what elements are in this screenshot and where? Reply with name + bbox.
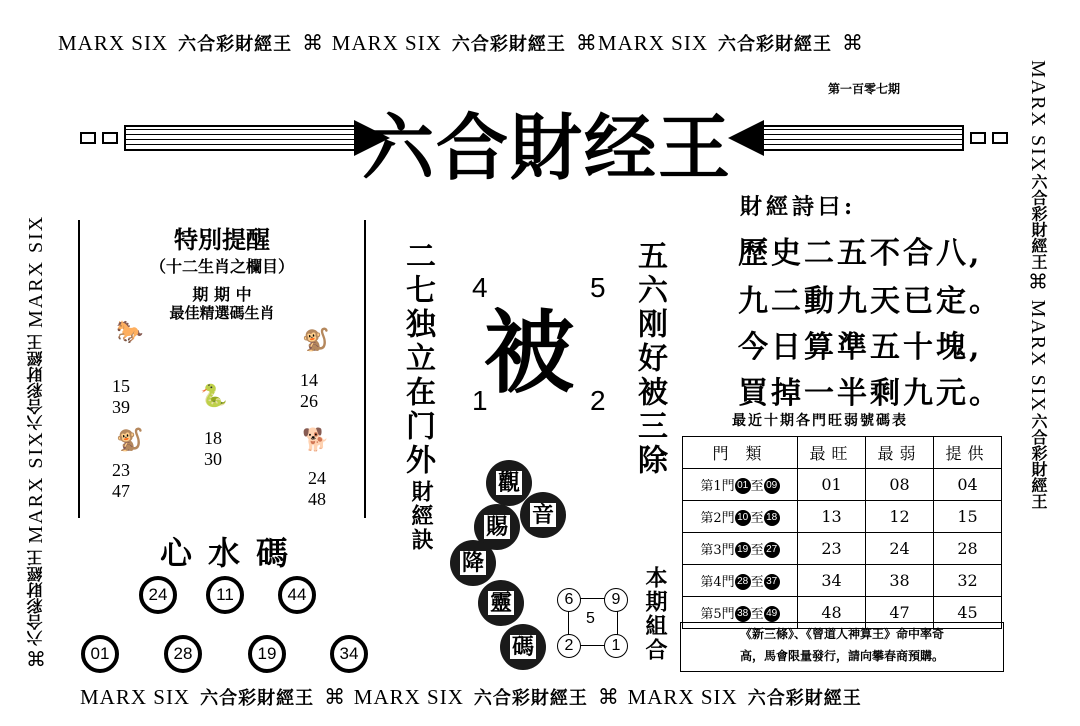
bead xyxy=(520,492,566,538)
bead-char: 降 xyxy=(461,550,484,576)
cell-min: 12 xyxy=(866,501,934,533)
gate-name: 第5門 xyxy=(700,606,735,622)
table-row xyxy=(683,501,1002,533)
bead-char: 音 xyxy=(531,502,554,528)
brand-en: MARX SIX xyxy=(627,685,738,709)
left-arrow-icon xyxy=(80,120,390,156)
lucky-number-ball: 28 xyxy=(164,635,202,673)
dog-icon: 🐕 xyxy=(302,428,330,453)
poem-heading: 財經詩曰: xyxy=(740,194,857,220)
column-header: 提供 xyxy=(934,437,1002,469)
brand-cn: 六合彩財經王 xyxy=(451,34,566,55)
gate-name: 第4門 xyxy=(700,574,735,590)
table-header-row xyxy=(683,437,1002,469)
knot-icon: ⌘ xyxy=(1026,269,1050,294)
table-row xyxy=(683,533,1002,565)
main-title: 六合財经王 xyxy=(362,106,733,190)
zodiac-number: 15 xyxy=(112,376,130,396)
brand-cn: 六合彩財經王 xyxy=(26,550,45,646)
cell-max: 13 xyxy=(798,501,866,533)
zodiac-number: 18 xyxy=(204,428,222,448)
riddle-big-char: 被 xyxy=(484,300,574,406)
brand-cn: 六合彩財經王 xyxy=(26,334,45,431)
to-word: 至 xyxy=(750,574,764,590)
zodiac-number: 39 xyxy=(112,397,130,417)
brand-en: MARX SIX xyxy=(331,31,442,55)
combo-number: 1 xyxy=(604,634,628,658)
lucky-number-ball: 44 xyxy=(278,576,316,614)
left-brand-band xyxy=(24,70,48,670)
poem-line: 歷史二五不合八, xyxy=(738,236,983,271)
gate-from: 01 xyxy=(735,478,751,494)
combo-number: 5 xyxy=(586,610,595,627)
zodiac-number: 48 xyxy=(308,489,326,509)
gate-from: 38 xyxy=(735,606,751,622)
poem-line: 九二動九天已定。 xyxy=(738,284,1002,319)
heart-code-title: 心水碼 xyxy=(160,534,305,572)
lucky-number-ball: 19 xyxy=(248,635,286,673)
brand-cn: 六合彩財經王 xyxy=(747,688,862,709)
brand-cn: 六合彩財經王 xyxy=(178,34,293,55)
brand-cn: 六合彩財經王 xyxy=(1029,173,1048,270)
snake-icon: 🐍 xyxy=(200,384,228,409)
formula-label: 財經訣 xyxy=(408,480,434,552)
gate-to: 27 xyxy=(764,542,780,558)
gate-name: 第3門 xyxy=(700,542,735,558)
gate-to: 09 xyxy=(764,478,780,494)
riddle-number: 2 xyxy=(590,385,606,416)
brand-en: MARX SIX xyxy=(25,430,47,544)
monkey-icon: 🐒 xyxy=(302,328,330,353)
gate-to: 49 xyxy=(764,606,780,622)
brand-en: MARX SIX xyxy=(25,214,47,329)
horse-icon: 🐎 xyxy=(116,320,144,345)
cell-offer: 04 xyxy=(934,469,1002,501)
combo-label: 本期組合 xyxy=(642,566,668,662)
cell-offer: 45 xyxy=(934,597,1002,629)
table-row xyxy=(683,469,1002,501)
riddle-left: 二七独立在门外 xyxy=(400,240,435,478)
zodiac-reminder-box xyxy=(78,220,366,518)
bead-char: 觀 xyxy=(497,470,520,496)
brand-en: MARX SIX xyxy=(353,685,464,709)
zodiac-number: 47 xyxy=(112,481,130,501)
combo-number: 9 xyxy=(604,588,628,612)
reminder-line1: 期 期 中 xyxy=(192,285,252,304)
knot-icon: ⌘ xyxy=(302,31,325,55)
brand-cn: 六合彩財經王 xyxy=(1029,412,1048,509)
gate-from: 19 xyxy=(735,542,751,558)
combo-number: 6 xyxy=(557,588,581,612)
gate-from: 10 xyxy=(735,510,751,526)
knot-icon: ⌘ xyxy=(842,31,865,55)
riddle-number: 1 xyxy=(472,385,488,416)
cell-min: 24 xyxy=(866,533,934,565)
cell-offer: 28 xyxy=(934,533,1002,565)
brand-en: MARX SIX xyxy=(58,31,169,55)
lucky-number-ball: 24 xyxy=(139,576,177,614)
brand-en: MARX SIX xyxy=(597,31,709,55)
right-brand-band xyxy=(1026,60,1050,680)
reminder-line2: 最佳精選碼生肖 xyxy=(169,304,275,322)
combo-number: 2 xyxy=(557,634,581,658)
knot-icon: ⌘ xyxy=(597,685,620,709)
poem-line: 今日算準五十塊, xyxy=(738,330,983,365)
zodiac-number: 24 xyxy=(308,468,326,488)
cell-max: 34 xyxy=(798,565,866,597)
knot-icon: ⌘ xyxy=(24,646,48,670)
knot-icon: ⌘ xyxy=(575,31,598,55)
column-header: 最弱 xyxy=(866,437,934,469)
cell-min: 47 xyxy=(866,597,934,629)
riddle-number: 4 xyxy=(472,272,488,303)
to-word: 至 xyxy=(750,478,764,494)
cell-max: 01 xyxy=(798,469,866,501)
cell-max: 23 xyxy=(798,533,866,565)
to-word: 至 xyxy=(750,510,764,526)
brand-en: MARX SIX xyxy=(1027,299,1049,413)
bead-char: 碼 xyxy=(511,634,534,660)
gate-name: 第2門 xyxy=(700,510,735,526)
zodiac-number: 26 xyxy=(300,391,318,411)
zodiac-number: 14 xyxy=(300,370,318,390)
right-arrow-icon xyxy=(728,120,1014,156)
zodiac-number: 23 xyxy=(112,460,130,480)
reminder-subtitle: （十二生肖之欄目） xyxy=(149,257,294,276)
bead-char: 靈 xyxy=(489,590,512,616)
lucky-number-ball: 11 xyxy=(206,576,244,614)
lucky-number-ball: 01 xyxy=(81,635,119,673)
brand-cn: 六合彩財經王 xyxy=(718,34,833,55)
column-header: 最旺 xyxy=(798,437,866,469)
gate-to: 18 xyxy=(764,510,780,526)
cell-max: 48 xyxy=(798,597,866,629)
notice-box xyxy=(680,622,1004,672)
monkey-icon: 🐒 xyxy=(116,428,144,453)
poem-line: 買掉一半剩九元。 xyxy=(738,376,1002,411)
zodiac-number: 30 xyxy=(204,449,222,469)
brand-cn: 六合彩財經王 xyxy=(200,688,315,709)
top-brand-band xyxy=(58,30,864,56)
bottom-brand-band xyxy=(80,684,872,710)
stats-caption: 最近十期各門旺弱號碼表 xyxy=(732,413,908,429)
bead xyxy=(500,624,546,670)
lucky-number-ball: 34 xyxy=(330,635,368,673)
column-header: 門 類 xyxy=(683,437,798,469)
bead xyxy=(478,580,524,626)
brand-en: MARX SIX xyxy=(80,685,191,709)
gate-stats-table xyxy=(682,436,1002,629)
period-label: 第一百零七期 xyxy=(828,82,901,96)
cell-offer: 32 xyxy=(934,565,1002,597)
notice-line: 《新三條》、《曾道人神算王》命中率奇 xyxy=(739,627,944,641)
to-word: 至 xyxy=(750,542,764,558)
bead xyxy=(450,540,496,586)
bead-char: 賜 xyxy=(485,514,508,540)
gate-to: 37 xyxy=(764,574,780,590)
to-word: 至 xyxy=(750,606,764,622)
brand-en: MARX SIX xyxy=(1027,60,1049,174)
table-row xyxy=(683,565,1002,597)
riddle-number: 5 xyxy=(590,272,606,303)
gate-name: 第1門 xyxy=(700,478,735,494)
gate-from: 28 xyxy=(735,574,751,590)
brand-cn: 六合彩財經王 xyxy=(473,688,588,709)
notice-line: 高，馬會限量發行，請向攀春商預購。 xyxy=(739,649,944,663)
knot-icon: ⌘ xyxy=(324,685,347,709)
cell-offer: 15 xyxy=(934,501,1002,533)
cell-min: 08 xyxy=(866,469,934,501)
riddle-right: 五六刚好被三除 xyxy=(632,240,667,478)
reminder-title: 特別提醒 xyxy=(174,225,270,254)
cell-min: 38 xyxy=(866,565,934,597)
